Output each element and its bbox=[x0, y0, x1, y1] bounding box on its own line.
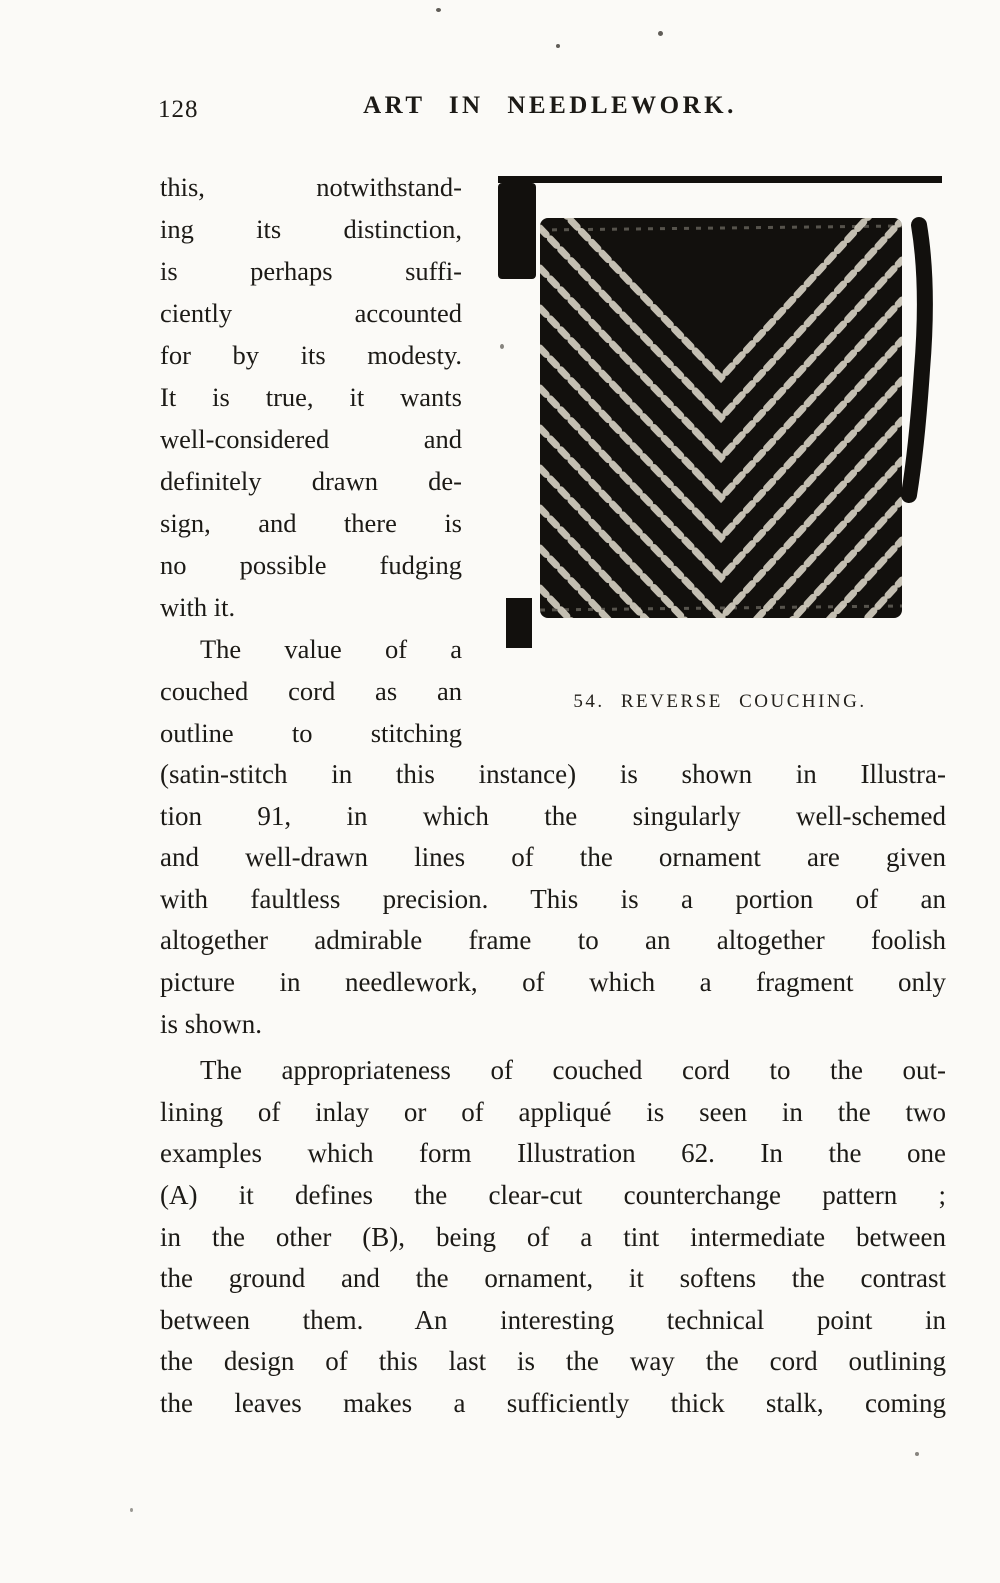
left-text-column bbox=[160, 166, 462, 754]
paragraph bbox=[160, 1050, 946, 1424]
text-line: no possible fudging bbox=[160, 550, 462, 580]
text-line: couched cord as an bbox=[160, 676, 462, 706]
text-line: altogether admirable frame to an altogether foolish bbox=[160, 925, 946, 956]
text-line: lining of inlay or of appliqué is seen in the two bbox=[160, 1096, 946, 1127]
scan-speck bbox=[915, 1452, 919, 1456]
text-line: The value of a bbox=[200, 634, 462, 664]
text-line: sign, and there is bbox=[160, 508, 462, 538]
page-number: 128 bbox=[158, 96, 199, 123]
text-line: outline to stitching bbox=[160, 718, 462, 748]
figure-caption: 54. REVERSE COUCHING. bbox=[573, 691, 867, 712]
text-line: well-considered and bbox=[160, 424, 462, 454]
text-line: is perhaps suffi- bbox=[160, 256, 462, 286]
text-line: The appropriateness of couched cord to the out- bbox=[200, 1055, 946, 1086]
text-line: tion 91, in which the singularly well-schemed bbox=[160, 800, 946, 831]
text-line: with faultless precision. This is a portion of an bbox=[160, 883, 946, 914]
text-line: between them. An interesting technical point in bbox=[160, 1304, 946, 1335]
scan-speck bbox=[130, 1508, 133, 1512]
text-line: is shown. bbox=[160, 1008, 263, 1039]
text-line: It is true, it wants bbox=[160, 382, 462, 412]
running-header-title: ART IN NEEDLEWORK. bbox=[363, 92, 737, 119]
reverse-couching-image bbox=[498, 170, 942, 670]
scan-speck bbox=[556, 44, 560, 48]
text-line: the design of this last is the way the cord outlining bbox=[160, 1346, 946, 1377]
text-line: this, notwithstand- bbox=[160, 172, 462, 202]
text-line: ing its distinction, bbox=[160, 214, 462, 244]
figure-reverse-couching bbox=[498, 170, 942, 713]
text-line: examples which form Illustration 62. In the one bbox=[160, 1138, 946, 1169]
text-line: with it. bbox=[160, 592, 236, 622]
text-line: in the other (B), being of a tint intermediate between bbox=[160, 1221, 946, 1252]
text-line: the leaves makes a sufficiently thick stalk, coming bbox=[160, 1387, 946, 1418]
text-line: the ground and the ornament, it softens the contrast bbox=[160, 1263, 946, 1294]
text-line: ciently accounted bbox=[160, 298, 462, 328]
scan-speck bbox=[658, 31, 663, 36]
text-line: picture in needlework, of which a fragment only bbox=[160, 966, 946, 997]
text-line: (satin-stitch in this instance) is shown in Illustra- bbox=[160, 759, 946, 789]
paragraph bbox=[160, 754, 946, 1045]
text-line: for by its modesty. bbox=[160, 340, 462, 370]
text-line: definitely drawn de- bbox=[160, 466, 462, 496]
scan-speck bbox=[436, 8, 441, 12]
text-line: and well-drawn lines of the ornament are given bbox=[160, 842, 946, 873]
body-text bbox=[160, 754, 946, 1425]
scan-speck bbox=[500, 344, 504, 349]
text-line: (A) it defines the clear-cut counterchange pattern ; bbox=[160, 1179, 946, 1210]
